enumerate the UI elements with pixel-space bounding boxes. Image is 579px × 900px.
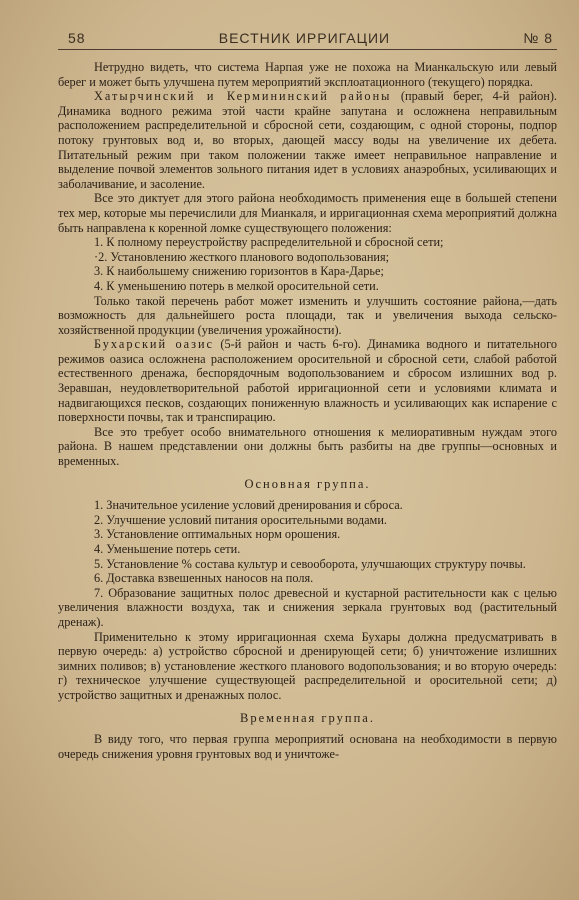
section-heading: Основная группа.: [244, 476, 371, 491]
list-item: ·2. Установлению жесткого планового водопользования;: [94, 249, 390, 264]
header-rule: [58, 49, 557, 50]
list-item: 3. К наибольшему снижению горизонтов в Кара-Дарье;: [94, 264, 384, 279]
district-heading: Хатырчинский и Кермининский районы: [94, 89, 392, 104]
list-item: 6. Доставка взвешенных наносов на поля.: [94, 571, 314, 586]
list-item: 3. Установление оптимальных норм орошения.: [94, 527, 341, 542]
list-item: 7. Образование защитных полос древесной и кустарной растительности как с целью увеличения влажности воздуха, так и снижения зеркала грунтовых вод (растительный дренаж).: [58, 585, 557, 629]
list-item: 2. Улучшение условий питания оросительными водами.: [94, 512, 387, 527]
page-number: 58: [68, 30, 86, 46]
paragraph: В виду того, что первая группа мероприятий основана на необходимости в первую очередь снижения уровня грунтовых вод и уничтоже-: [58, 732, 557, 761]
paragraph: Нетрудно видеть, что система Нарпая уже не похожа на Мианкальскую или левый берег и может быть улучшена путем мероприятий эксплоатационного (текущего) порядка.: [58, 60, 557, 89]
paragraph: Только такой перечень работ может изменить и улучшить состояние района,—дать возможность для дальнейшего роста площади, так и увеличения выхода сельско-хозяйственной продукции (увеличения урожайности).: [58, 293, 557, 337]
page-header: [58, 30, 557, 46]
district-heading: Бухарский оазис: [94, 337, 214, 352]
paragraph: Применительно к этому ирригационная схема Бухары должна предусматривать в первую очередь: а) устройство сбросной и дренирующей сети; б) уничтожение излишних зимних поливов; в) установление жесткого планового водопользования; и во вторую очередь: г) техническое улучшение существующей распределительной и оросительной сети; д) устройство защитных и дренажных полос.: [58, 629, 557, 702]
paragraph: Все это требует особо внимательного отношения к мелиоративным нуждам этого района. В нашем представлении они должны быть разбиты на две группы—основных и временных.: [58, 424, 557, 469]
list-item: 1. К полному переустройству распределительной и сбросной сети;: [94, 235, 444, 250]
journal-title: ВЕСТНИК ИРРИГАЦИИ: [218, 30, 391, 46]
list-item: 5. Установление % состава культур и севооборота, улучшающих структуру почвы.: [94, 556, 526, 571]
section-heading: Временная группа.: [240, 710, 375, 725]
paragraph: Все это диктует для этого района необходимость применения еще в большей степени тех мер, которые мы перечислили для Мианкаля, и ирригационная схема мероприятий должна быть направлена к коренной ломке существующего положения:: [58, 191, 557, 235]
paragraph-text: (5-й район и часть 6-го). Динамика водного и питательного режимов оазиса осложнена расположением оросительной и сбросной сети, слабой работой естественного дренажа, беспорядочным водопользованием и сбросом излишних вод р. Зеравшан, неудовлетворительной работой ирригационной сети и условиями климата и надвигающихся песков, создающих пониженную влажность и усиливающих как испарение с поверхности почвы, так и транспирацию.: [58, 337, 557, 425]
article-body: [58, 60, 557, 761]
issue-number: № 8: [523, 30, 553, 46]
paragraph: [58, 337, 557, 425]
list-item: 4. Уменьшение потерь сети.: [94, 542, 241, 556]
paragraph-text: (правый берег, 4-й район). Динамика водного режима этой части крайне запутана и осложнена неправильным расположением распределительной и сбросной сети, создающим, с одной стороны, подпор потоку грунтовых вод и, во вторых, дающей массу воды на увеличение их дебета. Питательный режим при таком положении также имеет неправильное направление и выделение почвой элементов зольного питания идет в условиях анаэробных, усиливающих и заболачивание, и засоление.: [58, 89, 557, 191]
list-item: 4. К уменьшению потерь в мелкой оросительной сети.: [94, 278, 379, 293]
paragraph: [58, 89, 557, 191]
list-item: 1. Значительное усиление условий дренирования и сброса.: [94, 498, 403, 513]
